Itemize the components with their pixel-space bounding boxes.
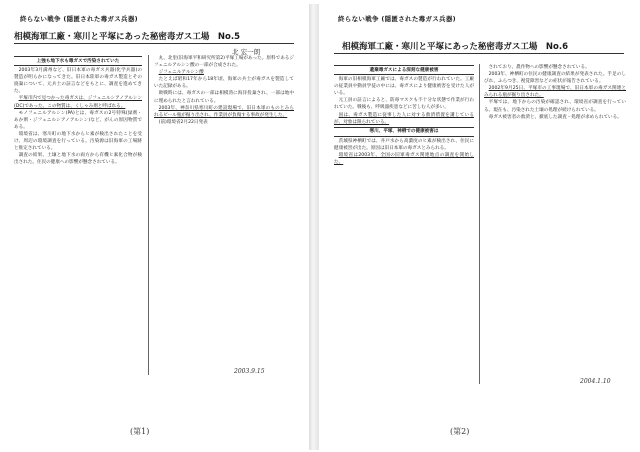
author-name: 北 宏一朗 <box>232 48 261 56</box>
paragraph: 平塚では、地下からの汚染が確認され、環境省が調査を行っている。現在も、汚染された土壌の処理が続けられている。 <box>484 100 626 113</box>
paragraph: 元工員の証言によると、防毒マスクも不十分な状態で作業が行われていた。戦後も、呼吸器疾患などに苦しむ人が多い。 <box>334 98 474 111</box>
paragraph: 環境省は、寒川町の地下水からヒ素が検出されたことを受け、周辺の環境調査を行っている。汚染源は旧海軍の工場跡と推定されている。 <box>14 131 142 152</box>
paragraph: 国は、毒ガス製造に従事した人に対する救済措置を講じているが、対象は限られている。 <box>334 112 474 125</box>
paragraph: 毒ガス被害者の救済と、徹底した調査・処理が求められている。 <box>488 114 622 120</box>
paragraph: 調査の結果、土壌と地下水の両方から有機ヒ素化合物が検出された。住民の健康への影響が懸念されている。 <box>14 153 142 166</box>
paragraph: (前)環境省2月22日発表 <box>158 119 208 125</box>
column-divider <box>148 55 149 375</box>
paragraph: 敗戦時には、毒ガスの一部は相模湾に海洋投棄され、一部は地中に埋められたと言われている。 <box>154 91 294 104</box>
paragraph: 茨城県神栖町では、井戸水から高濃度のヒ素が検出され、住民に健康被害が出た。原因は旧日本軍の毒ガスとみられる。 <box>334 138 474 151</box>
article-title: 相模海軍工廠・寒川と平塚にあった秘密毒ガス工場 No.6 <box>342 42 569 52</box>
right-page <box>322 0 640 452</box>
right-column-2 <box>484 64 626 369</box>
left-column-1 <box>14 55 142 395</box>
title-underline <box>334 53 624 54</box>
paragraph: 海軍の旧相模海軍工廠では、毒ガスの製造が行われていた。工廠の従業員や動員学徒の中には、毒ガスにより健康被害を受けた人がいる。 <box>334 77 474 97</box>
paragraph: 2002年9月25日、平塚市の工事現場で、旧日本軍の毒ガス関連とみられる瓶が掘り出された。 <box>484 86 626 99</box>
subheading: 寒川、平塚、神栖での健康被害は <box>334 127 474 137</box>
column-divider <box>479 64 480 384</box>
page-number: (第2) <box>450 427 470 436</box>
paragraph: 平塚市内で見つかった毒ガスは、ジフェニルシアノアルシン(DC)であった。この物質は、くしゃみ剤と呼ばれる。 <box>14 96 142 109</box>
left-column-2 <box>154 55 294 360</box>
paragraph: 2003年3月満州など、旧日本軍の毒ガス兵器(化学兵器)の製造が明らかになってきた。旧日本陸軍の毒ガス製造とその廃棄について、元兵士の証言などをもとに、調査を進めてきた。 <box>14 68 142 95</box>
paragraph: 2003年、神奈川県寒川町の建設現場で、旧日本軍のものとみられるビール瓶が掘り出され、作業員が負傷する事故が発生した。 <box>154 105 294 118</box>
series-label: 終らない戦争 (隠匿された毒ガス兵器) <box>20 15 138 23</box>
paragraph: 環境省は2003年、全国の旧軍毒ガス関連地点の調査を開始した。 <box>334 153 474 166</box>
left-page <box>0 0 306 452</box>
page-number: (第1) <box>130 427 150 436</box>
paragraph: されており、農作物への影響が懸念されている。 <box>488 65 590 70</box>
page-gutter <box>309 4 319 450</box>
highlighted-term: ジフェニルアルシン酸 <box>158 70 204 76</box>
paragraph: モノフェニルアルシン(PA)とは、毒ガスの2号特殊(緑剤・あか剤・ジフェニルシアノアルシン)など、がんの原因物質である。 <box>14 110 142 130</box>
series-label: 終らない戦争 (隠匿された毒ガス兵器) <box>338 15 456 23</box>
subheading: 上強も地下水も毒ガスで汚染されていた <box>14 56 142 66</box>
paragraph: 2003年、神栖町の住民の健康調査の結果が発表された。手足のしびれ、ふらつき、視覚障害などの症状が報告されている。 <box>484 72 626 85</box>
title-underline <box>14 43 294 44</box>
subheading: 遺棄毒ガスによる深刻な健康被害 <box>334 65 474 75</box>
right-column-1 <box>334 64 474 404</box>
paragraph: たとえば昭和17年から18年頃、海軍の兵士が毒ガスを製造していた記録がある。 <box>154 77 294 90</box>
article-title: 相模海軍工廠・寒川と平塚にあった秘密毒ガス工場 No.5 <box>14 32 241 42</box>
date-stamp: 2003.9.15 <box>234 368 265 375</box>
date-stamp: 2004.1.10 <box>580 378 611 385</box>
paragraph: 丸、北里(旧海軍平和研究所第2)平塚工場があった。原料であるジフェニルアルシン酸の一部が合成された。 <box>154 56 294 69</box>
